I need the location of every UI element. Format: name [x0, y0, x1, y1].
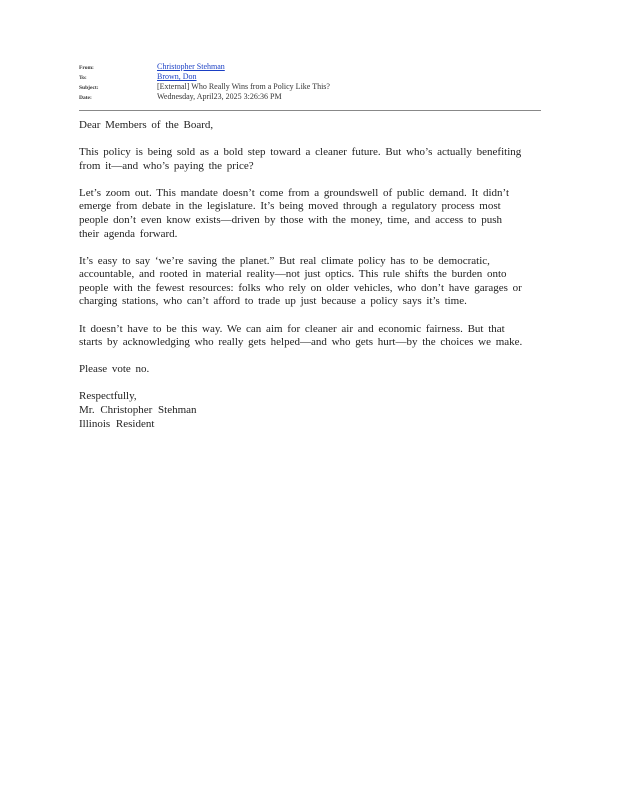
from-label: From: — [79, 65, 94, 71]
signer-location: Illinois Resident — [79, 417, 155, 430]
from-row — [79, 62, 541, 72]
paragraph-line: charging stations, who can’t afford to trade up just because a policy says it’s time. — [79, 295, 467, 308]
paragraph-2 — [79, 187, 533, 241]
paragraph-line: This policy is being sold as a bold step toward a cleaner future. But who’s actually benefiting — [79, 146, 522, 159]
paragraph-line: starts by acknowledging who really gets helped—and who gets hurt—by the choices we make. — [79, 336, 523, 349]
paragraph-line: It’s easy to say ‘we’re saving the planet.” But real climate policy has to be democratic, — [79, 254, 490, 267]
paragraph-line: people with the fewest resources: folks who rely on older vehicles, who don’t have garages or — [79, 281, 522, 294]
paragraph-line: emerge from debate in the legislature. It’s being moved through a regulatory process most — [79, 200, 501, 213]
paragraph-line: accountable, and rooted in material reality—not just optics. This rule shifts the burden onto — [79, 268, 507, 281]
closing: Respectfully, — [79, 390, 137, 403]
paragraph-line: It doesn’t have to be this way. We can aim for cleaner air and economic fairness. But that — [79, 322, 505, 335]
signer-name: Mr. Christopher Stehman — [79, 403, 197, 416]
subject-row — [79, 82, 541, 92]
subject-label: Subject: — [79, 85, 99, 91]
paragraph-line: their agenda forward. — [79, 227, 178, 240]
date-row — [79, 92, 541, 102]
email-header — [79, 62, 541, 102]
to-label: To: — [79, 75, 87, 81]
signature-block — [79, 390, 533, 431]
greeting — [79, 119, 533, 133]
to-recipient-link[interactable]: Brown, Don — [157, 72, 197, 81]
paragraph-line: Please vote no. — [79, 363, 150, 376]
paragraph-3 — [79, 255, 533, 309]
subject-value: [External] Who Really Wins from a Policy Like This? — [157, 82, 330, 91]
header-divider — [79, 110, 541, 111]
paragraph-5 — [79, 363, 533, 377]
paragraph-1 — [79, 146, 533, 173]
to-row — [79, 72, 541, 82]
date-value: Wednesday, April23, 2025 3:26:36 PM — [157, 92, 282, 101]
paragraph-line: people don’t even know exists—driven by those with the money, time, and access to push — [79, 213, 503, 226]
greeting-line: Dear Members of the Board, — [79, 119, 214, 131]
date-label: Date: — [79, 95, 92, 101]
paragraph-line: from it—and who’s paying the price? — [79, 159, 254, 172]
paragraph-line: Let’s zoom out. This mandate doesn’t come from a groundswell of public demand. It didn’t — [79, 186, 510, 199]
paragraph-4 — [79, 323, 533, 350]
from-sender-link[interactable]: Christopher Stehman — [157, 62, 225, 71]
letter-body — [79, 119, 533, 445]
